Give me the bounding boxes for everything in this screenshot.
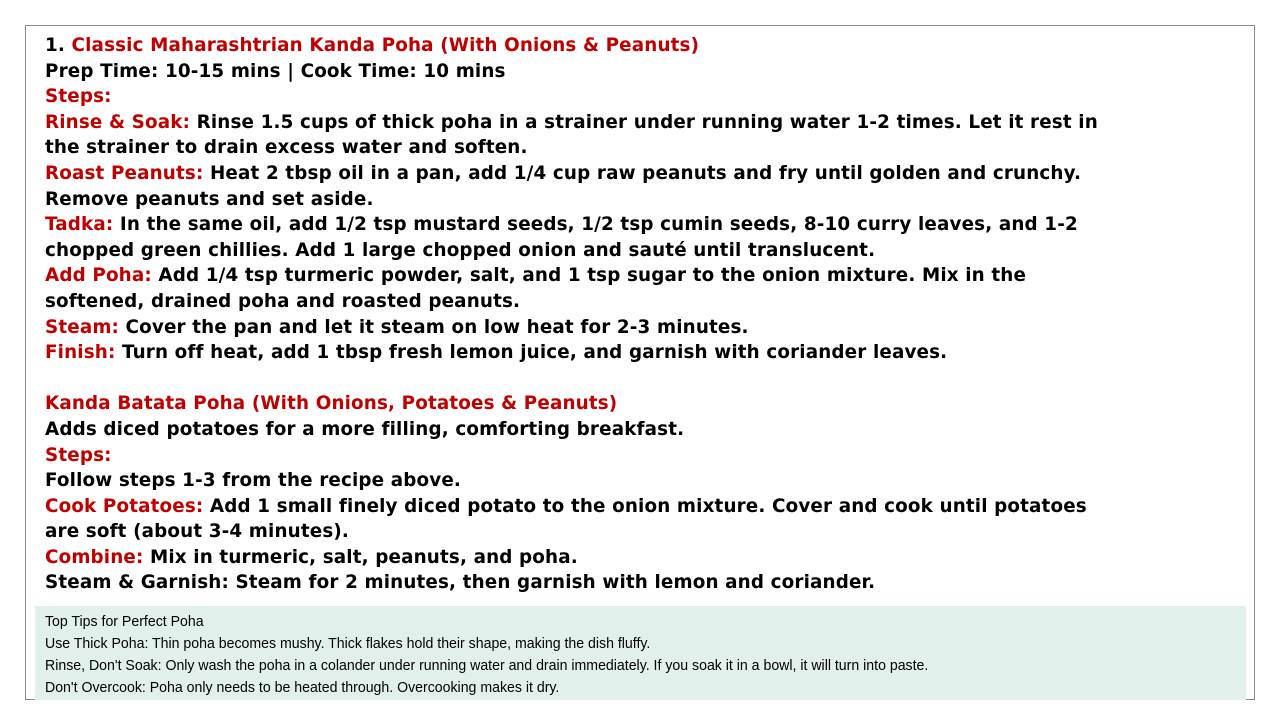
step-text: Mix in turmeric, salt, peanuts, and poha. (143, 546, 578, 568)
step-text: Add 1 small finely diced potato to the onion mixture. Cover and cook until potatoes (203, 495, 1087, 517)
step-label: Tadka: (45, 214, 114, 236)
step-follow: Follow steps 1-3 from the recipe above. (45, 470, 462, 492)
step-finish (45, 340, 1240, 366)
step-label: Rinse & Soak: (45, 111, 191, 133)
tip-item: Use Thick Poha: Thin poha becomes mushy. Thick flakes hold their shape, making the dish fluffy. (45, 635, 651, 652)
step-text: Turn off heat, add 1 tbsp fresh lemon juice, and garnish with coriander leaves. (115, 342, 948, 364)
step-label: Combine: (45, 546, 144, 568)
tips-heading: Top Tips for Perfect Poha (45, 613, 204, 630)
spacer (45, 366, 1245, 392)
step-tadka (45, 212, 1240, 238)
step-tadka-cont: chopped green chillies. Add 1 large chopped onion and sauté until translucent. (45, 239, 876, 261)
step-label: Add Poha: (45, 265, 152, 287)
step-label: Roast Peanuts: (45, 162, 204, 184)
step-cook-potatoes (45, 494, 1240, 520)
tip-item: Rinse, Don't Soak: Only wash the poha in a colander under running water and drain immediately. If you soak it in a bowl, it will turn into paste. (45, 657, 929, 674)
step-combine (45, 545, 1240, 571)
step-label: Finish: (45, 342, 116, 364)
step-text: Add 1/4 tsp turmeric powder, salt, and 1 tsp sugar to the onion mixture. Mix in the (151, 265, 1027, 287)
tips-box (35, 606, 1246, 700)
recipe-2-description: Adds diced potatoes for a more filling, comforting breakfast. (45, 418, 685, 440)
step-text: Cover the pan and let it steam on low heat for 2-3 minutes. (119, 316, 749, 338)
recipe-content (45, 33, 1245, 596)
step-cook-potatoes-cont: are soft (about 3-4 minutes). (45, 521, 349, 543)
step-add-poha-cont: softened, drained poha and roasted peanuts. (45, 290, 521, 312)
step-roast-peanuts (45, 161, 1240, 187)
step-label: Cook Potatoes: (45, 495, 204, 517)
step-add-poha (45, 263, 1240, 289)
recipe-1-title-line (45, 33, 1240, 59)
step-text: Heat 2 tbsp oil in a pan, add 1/4 cup raw peanuts and fry until golden and crunchy. (203, 162, 1082, 184)
recipe-2-title: Kanda Batata Poha (With Onions, Potatoes & Peanuts) (45, 393, 618, 415)
recipe-1-title: Classic Maharashtrian Kanda Poha (With Onions & Peanuts) (71, 35, 700, 56)
recipe-1-times: Prep Time: 10-15 mins | Cook Time: 10 mins (45, 60, 506, 82)
step-text: Rinse 1.5 cups of thick poha in a strainer under running water 1-2 times. Let it rest in (190, 111, 1098, 133)
step-label: Steam: (45, 316, 120, 338)
step-roast-peanuts-cont: Remove peanuts and set aside. (45, 188, 374, 210)
tip-item: Don't Overcook: Poha only needs to be heated through. Overcooking makes it dry. (45, 679, 560, 696)
step-rinse-soak (45, 110, 1240, 136)
recipe-1-steps-heading: Steps: (45, 86, 112, 108)
step-steam (45, 315, 1240, 341)
step-steam-garnish: Steam & Garnish: Steam for 2 minutes, then garnish with lemon and coriander. (45, 572, 876, 594)
step-rinse-soak-cont: the strainer to drain excess water and soften. (45, 137, 528, 159)
recipe-2-steps-heading: Steps: (45, 444, 112, 466)
recipe-1-number: 1. (45, 35, 66, 56)
step-text: In the same oil, add 1/2 tsp mustard seeds, 1/2 tsp cumin seeds, 8-10 curry leaves, and 1-2 (113, 214, 1078, 236)
